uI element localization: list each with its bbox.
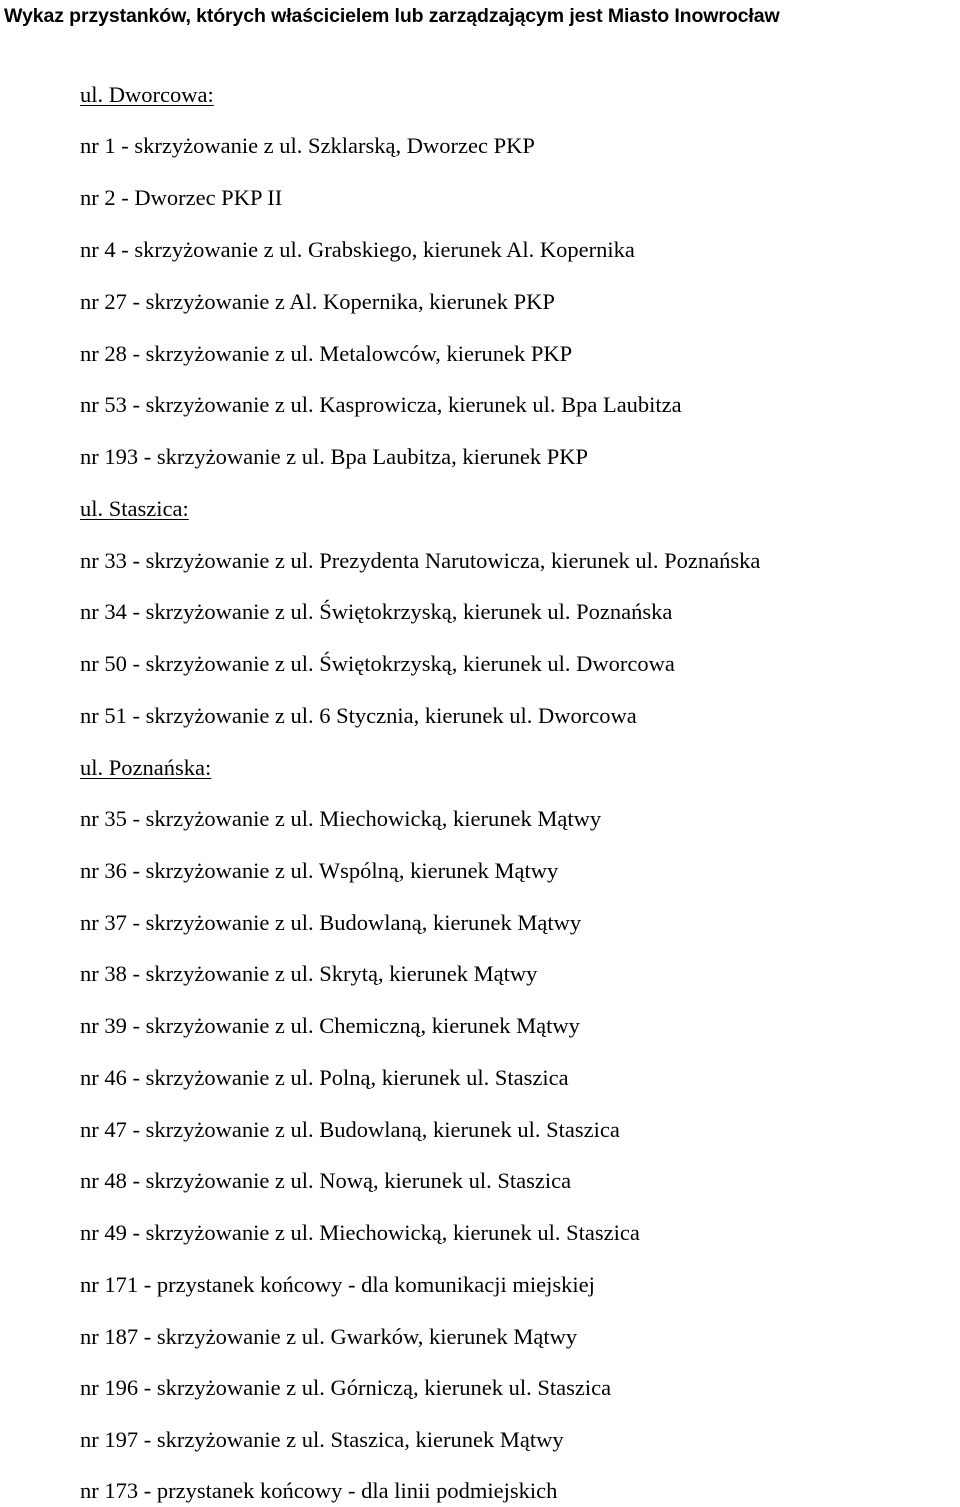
stop-item: nr 53 - skrzyżowanie z ul. Kasprowicza, kierunek ul. Bpa Laubitza [80, 392, 682, 417]
stop-item: nr 4 - skrzyżowanie z ul. Grabskiego, kierunek Al. Kopernika [80, 237, 635, 262]
stop-item: nr 171 - przystanek końcowy - dla komunikacji miejskiej [80, 1272, 595, 1297]
stop-item: nr 197 - skrzyżowanie z ul. Staszica, kierunek Mątwy [80, 1427, 564, 1452]
stop-item: nr 48 - skrzyżowanie z ul. Nową, kierunek ul. Staszica [80, 1168, 572, 1193]
stop-item: nr 187 - skrzyżowanie z ul. Gwarków, kierunek Mątwy [80, 1324, 578, 1349]
document-title: Wykaz przystanków, których właścicielem lub zarządzającym jest Miasto Inowrocław [4, 5, 780, 27]
stop-item: nr 33 - skrzyżowanie z ul. Prezydenta Narutowicza, kierunek ul. Poznańska [80, 548, 761, 573]
stop-item: nr 28 - skrzyżowanie z ul. Metalowców, kierunek PKP [80, 341, 573, 366]
stop-item: nr 35 - skrzyżowanie z ul. Miechowicką, kierunek Mątwy [80, 806, 602, 831]
stop-item: nr 50 - skrzyżowanie z ul. Świętokrzyską, kierunek ul. Dworcowa [80, 651, 675, 676]
stop-item: nr 173 - przystanek końcowy - dla linii podmiejskich [80, 1478, 558, 1503]
stop-item: nr 39 - skrzyżowanie z ul. Chemiczną, kierunek Mątwy [80, 1013, 580, 1038]
stop-item: nr 47 - skrzyżowanie z ul. Budowlaną, kierunek ul. Staszica [80, 1117, 620, 1142]
stop-item: nr 51 - skrzyżowanie z ul. 6 Stycznia, kierunek ul. Dworcowa [80, 703, 637, 728]
stop-item: nr 34 - skrzyżowanie z ul. Świętokrzyską, kierunek ul. Poznańska [80, 599, 673, 624]
street-heading: ul. Poznańska: [80, 755, 212, 780]
stop-item: nr 37 - skrzyżowanie z ul. Budowlaną, kierunek Mątwy [80, 910, 582, 935]
stop-item: nr 36 - skrzyżowanie z ul. Wspólną, kierunek Mątwy [80, 858, 559, 883]
street-heading: ul. Staszica: [80, 496, 189, 521]
stop-item: nr 49 - skrzyżowanie z ul. Miechowicką, kierunek ul. Staszica [80, 1220, 640, 1245]
stop-item: nr 196 - skrzyżowanie z ul. Górniczą, kierunek ul. Staszica [80, 1375, 612, 1400]
stop-item: nr 46 - skrzyżowanie z ul. Polną, kierunek ul. Staszica [80, 1065, 569, 1090]
stop-item: nr 1 - skrzyżowanie z ul. Szklarską, Dworzec PKP [80, 133, 535, 158]
stop-item: nr 2 - Dworzec PKP II [80, 185, 283, 210]
stop-item: nr 38 - skrzyżowanie z ul. Skrytą, kierunek Mątwy [80, 961, 538, 986]
stop-item: nr 193 - skrzyżowanie z ul. Bpa Laubitza, kierunek PKP [80, 444, 588, 469]
street-heading: ul. Dworcowa: [80, 82, 214, 107]
stop-item: nr 27 - skrzyżowanie z Al. Kopernika, kierunek PKP [80, 289, 555, 314]
